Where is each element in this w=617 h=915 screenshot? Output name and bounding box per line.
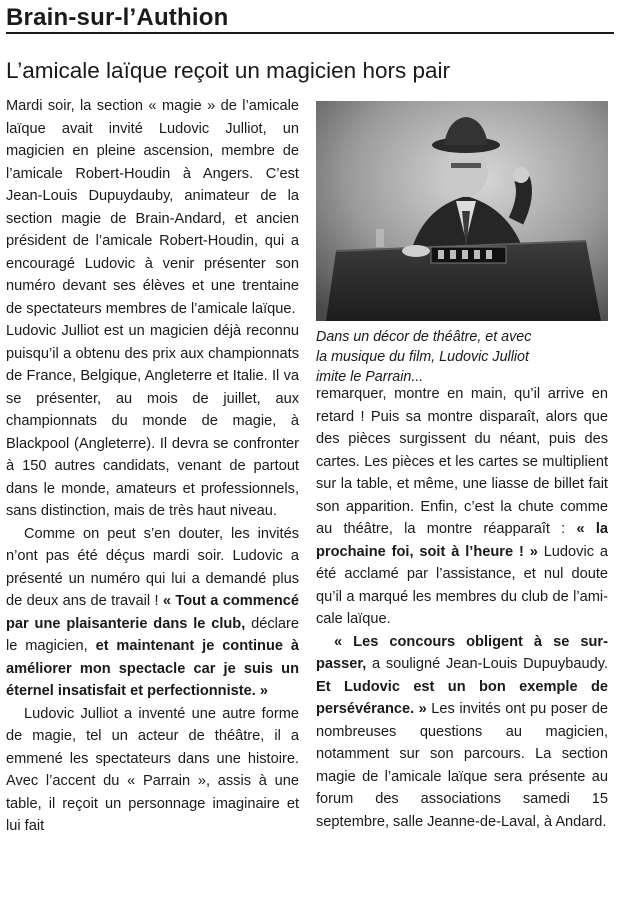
paragraph: [6, 523, 299, 703]
magician-photo-illustration: [316, 101, 608, 321]
paragraph: Mardi soir, la section « magie » de l’amicale laïque avait invité Ludovic Julliot, un magicien en pleine ascension, membre de l’amicale Robert-Houdin à Angers. C’est Jean-Louis Dupuydauby, animateur de la section magie de Brain-Andard, et ancien président de l’amicale Robert-Houdin, qui a encouragé Ludovic à venir présenter son numéro devant ses élèves et une trentaine de spectateurs membres de l’amicale laïque.: [6, 98, 299, 317]
paragraph: [316, 631, 608, 834]
quote-bold: « la prochaine foi, soit à l’heure ! »: [316, 521, 608, 560]
text-run: a souligné Jean-Louis Dupuybaudy.: [366, 656, 608, 672]
article-headline: L’amicale laïque reçoit un magicien hors pair: [6, 58, 450, 83]
text-run: Comme on peut s’en douter, les invités n’ont pas été déçus mardi soir. Ludovic a présenté un numéro qui lui a demandé plus de deux ans de travail !: [6, 525, 299, 609]
kicker-location: Brain-sur-l’Authion: [6, 4, 229, 31]
text-run: Ludovic a été acclamé par l’assistance, et nul doute qu’il a marqué les membres du club de l’amicale laïque.: [316, 543, 608, 627]
text-run: déclare le magicien,: [6, 615, 299, 654]
caption-line: la musique du film, Ludovic Julliot: [316, 349, 529, 365]
quote-bold: et maintenant je continue à améliorer mon spectacle car je suis un éternel insatisfait et perfectionniste. »: [6, 638, 299, 699]
caption-line: imite le Parrain...: [316, 369, 424, 385]
paragraph: Ludovic Julliot a inventé une autre forme de magie, tel un acteur de théâtre, il a emmené les spectateurs dans une histoire. Avec l’accent du « Parrain », assis à une table, il reçoit un personnage imaginaire et lui fait: [6, 705, 299, 834]
photo-caption: [316, 327, 608, 387]
caption-line: Dans un décor de théâtre, et avec: [316, 329, 532, 345]
quote-bold: « Les concours obligent à se surpasser,: [316, 633, 608, 672]
text-run: remarquer, montre en main, qu’il arrive en retard ! Puis sa montre disparaît, alors que des pièces surgissent du néant, puis des cartes. Les pièces et les cartes se multiplient sur la table, et même, une liasse de billet fait son apparition. Enfin, c’est la chute comme au théâtre, la montre réapparaît :: [316, 386, 608, 537]
quote-bold: Et Ludovic est un bon exemple de persévérance. »: [316, 678, 608, 717]
quote-bold: « Tout a commencé par une plaisanterie dans le club,: [6, 593, 299, 632]
article-column-1: [6, 95, 299, 838]
section-header: [6, 4, 614, 34]
text-run: Les invités ont pu poser de nombreuses questions au magicien, notamment sur son parcours. La section magie de l’amicale laïque sera présente au forum des associations samedi 15 septembre, salle Jeanne-de-Laval, à Andard.: [316, 701, 608, 830]
paragraph: [316, 383, 608, 631]
paragraph: Ludovic Julliot est un magicien déjà reconnu puisqu’il a obtenu des prix aux championnats de France, Belgique, Angleterre et Italie. Il va se présenter, au mois de juillet, aux championnats du monde de magie, à Blackpool (Angleterre). Il devra se confronter à 150 autres candidats, venant de partout dans le monde, amateurs et professionnels, sans distinction, mais de très haut niveau.: [6, 323, 299, 519]
article-photo: [316, 101, 608, 321]
article-column-2: [316, 383, 608, 833]
